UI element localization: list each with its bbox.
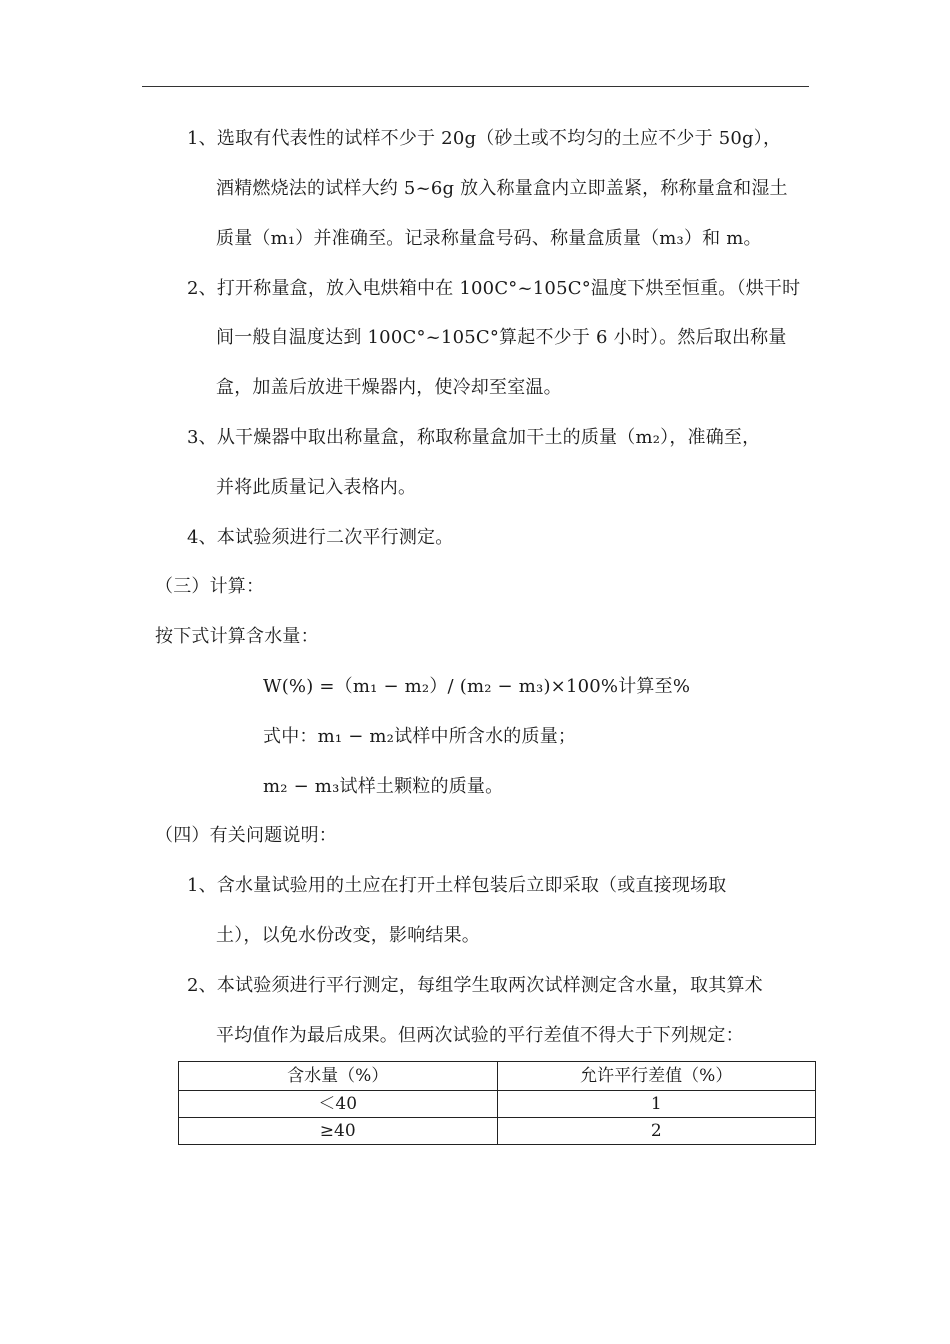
step-3-line-2: 并将此质量记入表格内。	[216, 477, 417, 498]
table-row	[179, 1091, 816, 1118]
table-cell: 1	[497, 1091, 816, 1118]
step-2-line-1: 2、打开称量盒，放入电烘箱中在 100C°~105C°温度下烘至恒重。（烘干时	[187, 278, 801, 299]
note-1-line-1: 1、含水量试验用的土应在打开土样包装后立即采取（或直接现场取	[187, 875, 727, 896]
header-rule	[142, 86, 809, 87]
note-1-line-2: 土），以免水份改变，影响结果。	[216, 925, 480, 946]
table-cell: 2	[497, 1118, 816, 1145]
tolerance-table	[178, 1061, 816, 1145]
note-2-line-1: 2、本试验须进行平行测定，每组学生取两次试样测定含水量，取其算术	[187, 975, 763, 996]
step-2-line-3: 盒，加盖后放进干燥器内，使冷却至室温。	[216, 377, 562, 398]
table-header-row	[179, 1062, 816, 1091]
section-heading-calculation: （三）计算：	[155, 576, 265, 597]
step-2-line-2: 间一般自温度达到 100C°~105C°算起不少于 6 小时）。然后取出称量	[216, 327, 787, 348]
step-4-line-1: 4、本试验须进行二次平行测定。	[187, 527, 454, 548]
formula-where-2: m₂ − m₃试样土颗粒的质量。	[263, 776, 504, 797]
table-cell: ≥40	[179, 1118, 498, 1145]
formula-where-1: 式中：m₁ − m₂试样中所含水的质量；	[263, 726, 577, 747]
step-1-line-2: 酒精燃烧法的试样大约 5~6g 放入称量盒内立即盖紧，称称量盒和湿土	[216, 178, 788, 199]
step-1-line-3: 质量（m₁）并准确至。记录称量盒号码、称量盒质量（m₃）和 m。	[216, 228, 762, 249]
calculation-intro: 按下式计算含水量：	[155, 626, 319, 647]
step-1-line-1: 1、选取有代表性的试样不少于 20g（砂土或不均匀的土应不少于 50g），	[187, 128, 782, 149]
table-cell: ＜40	[179, 1091, 498, 1118]
note-2-line-2: 平均值作为最后成果。但两次试验的平行差值不得大于下列规定：	[216, 1025, 744, 1046]
table-header-cell: 允许平行差值（%）	[497, 1062, 816, 1091]
table-header-cell: 含水量（%）	[179, 1062, 498, 1091]
section-heading-notes: （四）有关问题说明：	[155, 825, 337, 846]
table-row	[179, 1118, 816, 1145]
step-3-line-1: 3、从干燥器中取出称量盒，称取称量盒加干土的质量（m₂），准确至，	[187, 427, 761, 448]
water-content-formula: W(%) =（m₁ − m₂）/ (m₂ − m₃)×100%计算至%	[263, 676, 691, 697]
